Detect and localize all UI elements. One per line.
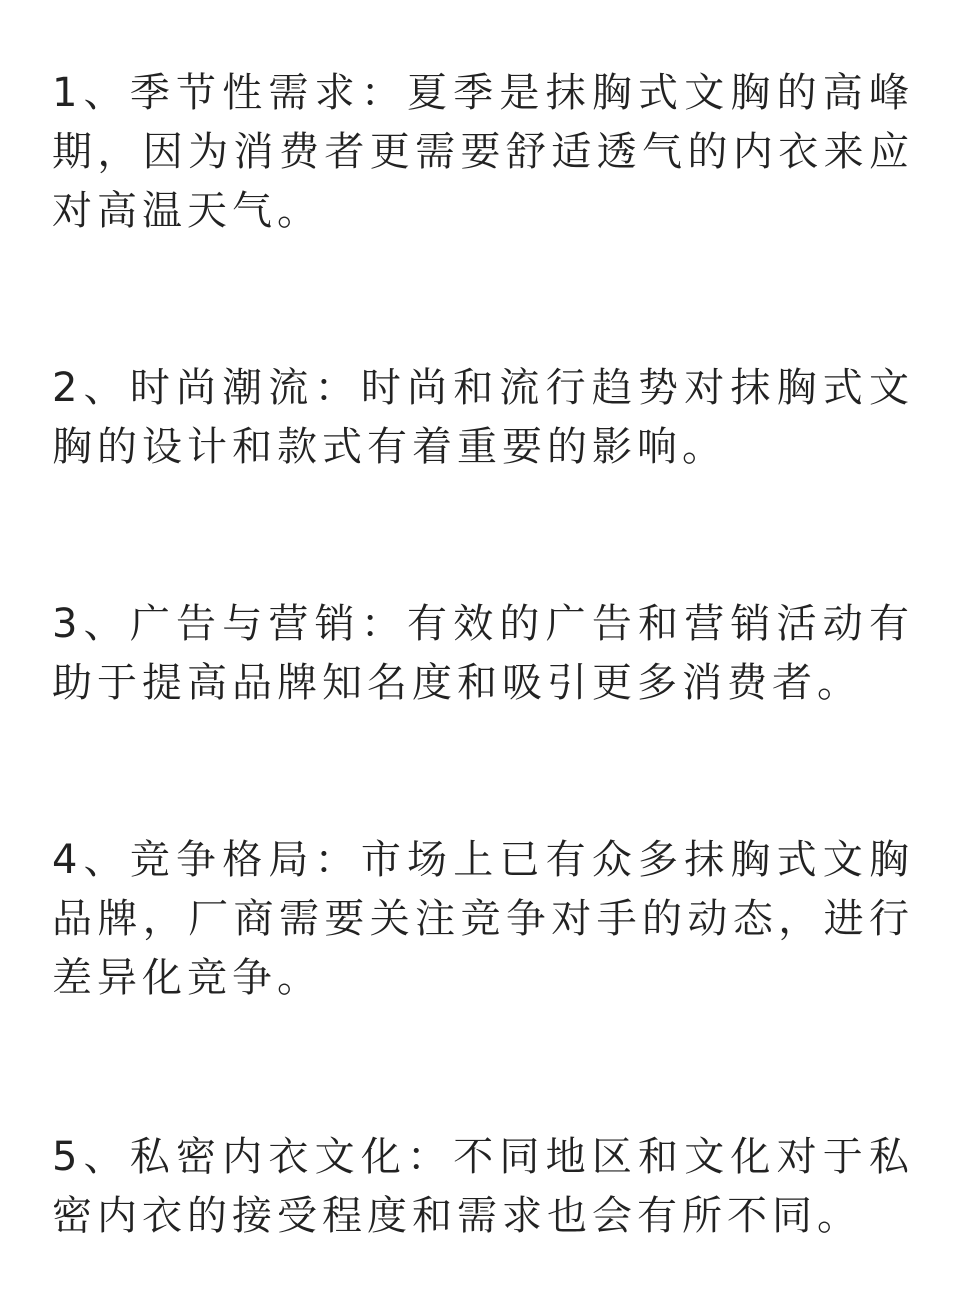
paragraph-seasonal-demand: 1、季节性需求：夏季是抹胸式文胸的高峰期，因为消费者更需要舒适透气的内衣来应对高温天气。: [52, 70, 914, 234]
paragraph-advertising-marketing: 3、广告与营销：有效的广告和营销活动有助于提高品牌知名度和吸引更多消费者。: [52, 601, 914, 706]
paragraph-fashion-trends: 2、时尚潮流：时尚和流行趋势对抹胸式文胸的设计和款式有着重要的影响。: [52, 365, 914, 470]
paragraph-competitive-landscape: 4、竞争格局：市场上已有众多抹胸式文胸品牌，厂商需要关注竞争对手的动态，进行差异化竞争。: [52, 837, 914, 1001]
paragraph-intimate-apparel-culture: 5、私密内衣文化：不同地区和文化对于私密内衣的接受程度和需求也会有所不同。: [52, 1134, 914, 1239]
